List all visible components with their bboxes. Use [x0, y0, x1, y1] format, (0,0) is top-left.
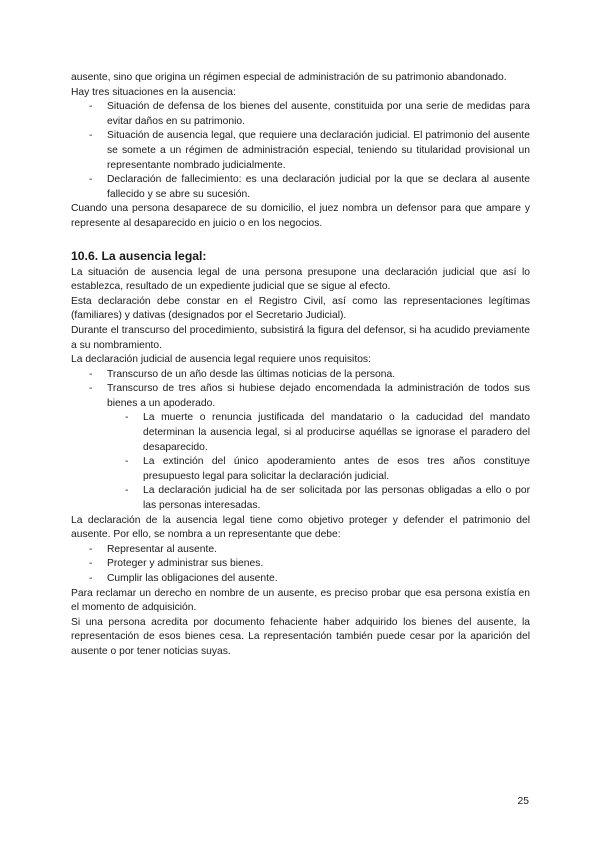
sub-list [107, 411, 530, 513]
paragraph: Si una persona acredita por documento fehaciente haber adquirido los bienes del ausente, la representación de esos bienes cesa. La representación también puede cesar por la aparición del ausente o por tener noticias suyas. [71, 616, 530, 657]
duties-list [71, 543, 530, 587]
intro-continuation: ausente, sino que origina un régimen especial de administración de su patrimonio abandonado. [71, 72, 507, 83]
list-item [107, 382, 530, 513]
list-item-text: Transcurso de tres años si hubiese dejado encomendada la administración de todos sus bienes a un apoderado. [107, 383, 530, 409]
paragraph: La declaración judicial de ausencia legal requiere unos requisitos: [71, 354, 371, 366]
list-item: - Situación de defensa de los bienes del ausente, constituida por una serie de medidas para evitar daños en su patrimonio. [107, 100, 530, 129]
paragraph: La situación de ausencia legal de una persona presupone una declaración judicial que así lo establezca, resultado de un expediente judicial que se sigue al efecto. [71, 266, 530, 293]
list-item: - Proteger y administrar sus bienes. [107, 557, 530, 572]
paragraph: Esta declaración debe constar en el Registro Civil, así como las representaciones legítimas (familiares) y dativas (designados por el Secretario Judicial). [71, 295, 530, 322]
section-heading: 10.6. La ausencia legal: [71, 248, 207, 263]
paragraph: Para reclamar un derecho en nombre de un ausente, es preciso probar que esa persona existía en el momento de adquisición. [71, 587, 530, 614]
list-item: - Transcurso de un año desde las últimas noticias de la persona. [107, 368, 530, 383]
paragraph: Durante el transcurso del procedimiento, subsistirá la figura del defensor, si ha acudido previamente a su nombramiento. [71, 324, 530, 351]
list-item: - Declaración de fallecimiento: es una declaración judicial por la que se declara al ausente fallecido y se abre su sucesión. [107, 173, 530, 202]
sub-list-item: - La extinción del único apoderamiento antes de esos tres años constituye presupuesto legal para solicitar la declaración judicial. [143, 455, 530, 484]
intro-closing: Cuando una persona desaparece de su domicilio, el juez nombra un defensor para que ampare y represente al desaparecido en juicio o en los negocios. [71, 203, 530, 229]
situations-list [71, 100, 530, 202]
paragraph: La declaración de la ausencia legal tiene como objetivo proteger y defender el patrimonio del ausente. Por ello, se nombra a un representante que debe: [71, 514, 530, 541]
list-item: - Cumplir las obligaciones del ausente. [107, 572, 530, 587]
requirements-list [71, 368, 530, 514]
intro-lead: Hay tres situaciones en la ausencia: [71, 86, 236, 98]
sub-list-item: - La declaración judicial ha de ser solicitada por las personas obligadas a ello o por las personas interesadas. [143, 484, 530, 513]
page-number: 25 [517, 796, 529, 807]
sub-list-item: - La muerte o renuncia justificada del mandatario o la caducidad del mandato determinan la ausencia legal, si al producirse aquéllas se ignorase el paradero del desaparecido. [143, 411, 530, 455]
list-item: - Representar al ausente. [107, 543, 530, 558]
list-item: - Situación de ausencia legal, que requiere una declaración judicial. El patrimonio del ausente se somete a un régimen de administración especial, teniendo su titularidad provisional un representante nombrado judicialmente. [107, 129, 530, 173]
